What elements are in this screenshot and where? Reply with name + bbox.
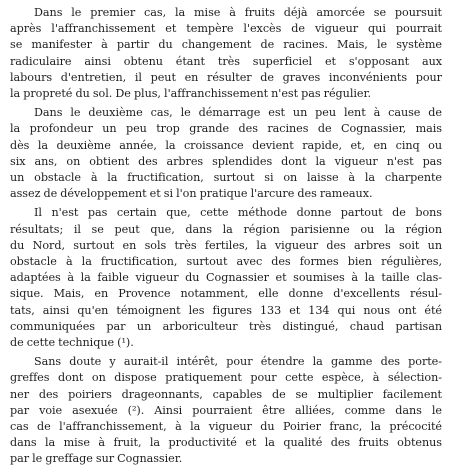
- text-line: dans la mise à fruit, la productivité et la qualité des fruits obtenus: [10, 436, 442, 450]
- text-line: assez de développement et si l'on pratique l'arcure des rameaux.: [10, 187, 373, 201]
- text-line: six ans, on obtient des arbres splendides dont la vigueur n'est pas: [10, 154, 442, 168]
- document-page: [10, 5, 442, 471]
- text-line: radiculaire ainsi obtenu étant très superficiel et s'opposant aux: [10, 54, 442, 68]
- paragraph-2: [10, 105, 442, 202]
- text-line: par le greffage sur Cognassier.: [10, 452, 183, 466]
- paragraph-3: [10, 205, 442, 351]
- text-line: sique. Mais, en Provence notamment, elle donne d'excellents résul-: [10, 287, 442, 301]
- text-line: dès la deuxième année, la croissance devient rapide, et, en cinq ou: [10, 138, 442, 152]
- text-line: la propreté du sol. De plus, l'affranchissement n'est pas régulier.: [10, 87, 372, 101]
- text-line: labours d'entretien, il peut en résulter de graves inconvénients pour: [10, 70, 442, 84]
- text-line: se manifester à partir du changement de racines. Mais, le système: [10, 38, 442, 52]
- text-line: greffes dont on dispose pratiquement pour cette espèce, à sélection-: [10, 371, 442, 385]
- text-line: obstacle à la fructification, surtout avec des formes bien régulières,: [10, 255, 442, 269]
- text-line: tats, ainsi qu'en témoignent les figures 133 et 134 qui nous ont été: [10, 303, 442, 317]
- text-line: par voie asexuée (²). Ainsi pourraient être alliées, comme dans le: [10, 403, 442, 417]
- text-line: adaptées à la faible vigueur du Cognassier et soumises à la taille clas-: [10, 271, 442, 285]
- text-line: après l'affranchissement et tempère l'excès de vigueur qui pourrait: [10, 22, 442, 36]
- text-line: Il n'est pas certain que, cette méthode donne partout de bons: [34, 206, 442, 220]
- text-line: la profondeur un peu trop grande des racines de Cognassier, mais: [10, 122, 442, 136]
- text-line: ner des poiriers drageonnants, capables de se multiplier facilement: [10, 387, 442, 401]
- text-line: Sans doute y aurait-il intérêt, pour étendre la gamme des porte-: [34, 355, 442, 369]
- text-line: de cette technique (¹).: [10, 336, 134, 350]
- text-line: communiquées par un arboriculteur très distingué, chaud partisan: [10, 319, 442, 333]
- text-line: du Nord, surtout en sols très fertiles, la vigueur des arbres soit un: [10, 238, 442, 252]
- text-line: cas de l'affranchissement, à la vigueur du Poirier franc, la précocité: [10, 420, 442, 434]
- text-line: Dans le deuxième cas, le démarrage est un peu lent à cause de: [34, 106, 442, 120]
- text-line: résultats; il se peut que, dans la région parisienne ou la région: [10, 222, 442, 236]
- paragraph-4: [10, 354, 442, 467]
- text-line: un obstacle à la fructification, surtout si on laisse à la charpente: [10, 171, 442, 185]
- text-line: Dans le premier cas, la mise à fruits déjà amorcée se poursuit: [34, 6, 442, 19]
- paragraph-1: [10, 5, 442, 102]
